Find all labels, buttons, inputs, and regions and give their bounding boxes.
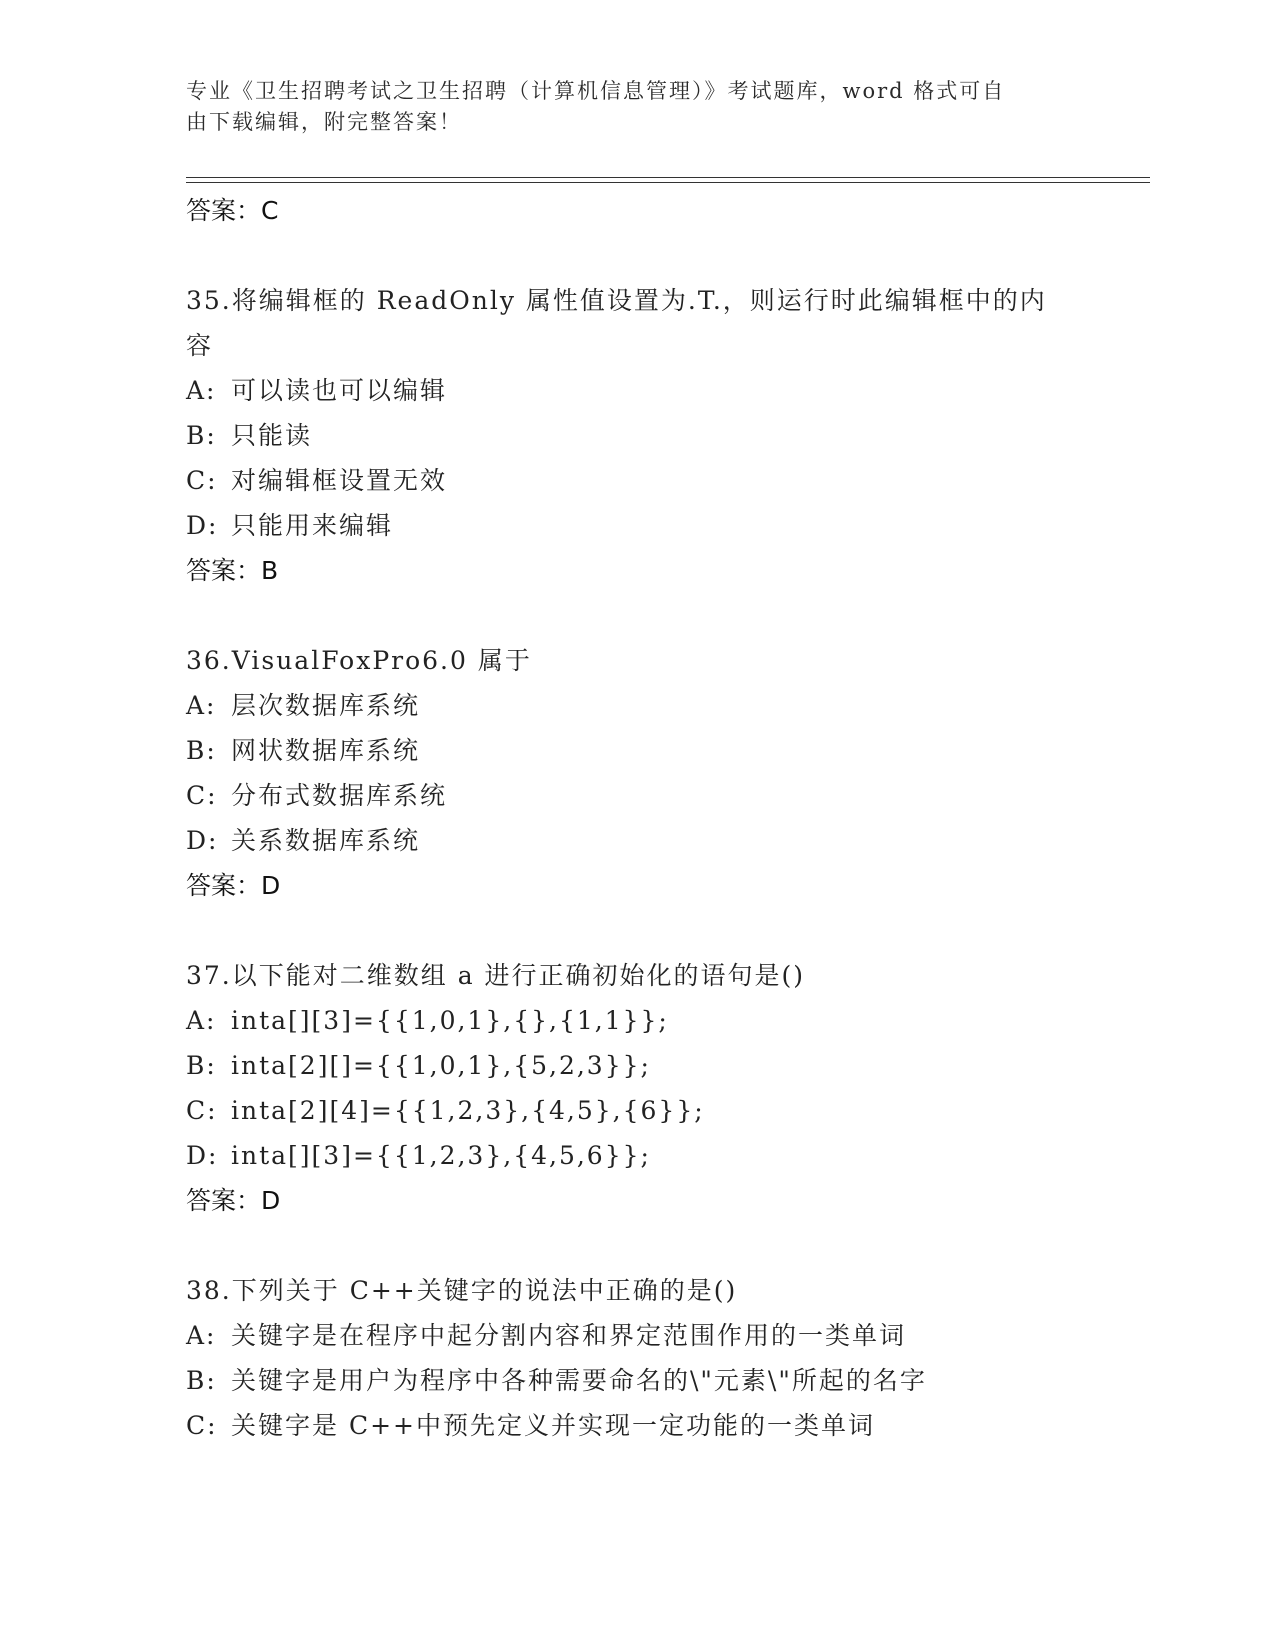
option-a <box>186 1313 1086 1358</box>
answer-label: 答案：B <box>186 556 279 585</box>
option-a <box>186 683 1086 728</box>
option-a <box>186 368 1086 413</box>
option-letter: D: <box>186 826 219 855</box>
option-text: inta[][3]={{1,2,3},{4,5,6}}; <box>231 1141 651 1170</box>
question-text <box>186 638 1086 683</box>
option-letter: A: <box>186 376 217 405</box>
question-36 <box>186 638 1086 909</box>
header-line-1: 专业《卫生招聘考试之卫生招聘（计算机信息管理）》考试题库，word 格式可自 <box>186 79 1006 103</box>
option-letter: C: <box>186 1411 218 1440</box>
option-letter: B: <box>186 1366 217 1395</box>
option-text: 关键字是 C++中预先定义并实现一定功能的一类单词 <box>231 1411 875 1440</box>
option-letter: B: <box>186 736 217 765</box>
question-text-line: 38.下列关于 C++关键字的说法中正确的是() <box>186 1276 738 1305</box>
option-text: 只能读 <box>231 421 313 450</box>
option-text: 只能用来编辑 <box>231 511 394 540</box>
option-letter: A: <box>186 691 217 720</box>
option-letter: C: <box>186 466 218 495</box>
question-text <box>186 278 1086 368</box>
option-letter: D: <box>186 511 219 540</box>
option-c <box>186 773 1086 818</box>
option-c <box>186 1088 1086 1133</box>
question-list <box>186 188 1086 1448</box>
option-letter: B: <box>186 1051 217 1080</box>
option-letter: A: <box>186 1006 217 1035</box>
option-text: 可以读也可以编辑 <box>231 376 448 405</box>
option-c <box>186 1403 1086 1448</box>
option-text: 关键字是用户为程序中各种需要命名的\"元素\"所起的名字 <box>231 1366 927 1395</box>
question-38 <box>186 1268 1086 1448</box>
question-text-line: 35.将编辑框的 ReadOnly 属性值设置为.T.，则运行时此编辑框中的内 <box>186 286 1047 315</box>
option-letter: A: <box>186 1321 217 1350</box>
option-letter: C: <box>186 781 218 810</box>
question-text-line: 36.VisualFoxPro6.0 属于 <box>186 646 532 675</box>
option-b <box>186 1043 1086 1088</box>
option-text: 关键字是在程序中起分割内容和界定范围作用的一类单词 <box>231 1321 907 1350</box>
question-35 <box>186 278 1086 594</box>
answer-label: 答案：D <box>186 871 281 900</box>
option-text: 网状数据库系统 <box>231 736 421 765</box>
option-text: 分布式数据库系统 <box>231 781 448 810</box>
option-text: 层次数据库系统 <box>231 691 421 720</box>
option-b <box>186 413 1086 458</box>
question-text <box>186 1268 1086 1313</box>
option-letter: B: <box>186 421 217 450</box>
option-letter: D: <box>186 1141 219 1170</box>
header-divider-bottom <box>186 182 1150 183</box>
option-text: 对编辑框设置无效 <box>231 466 448 495</box>
question-text-line: 容 <box>186 331 214 360</box>
answer-label: 答案：C <box>186 196 279 225</box>
document-header <box>186 76 1086 138</box>
question-text-line: 37.以下能对二维数组 a 进行正确初始化的语句是() <box>186 961 806 990</box>
option-letter: C: <box>186 1096 218 1125</box>
option-d <box>186 503 1086 548</box>
question-37 <box>186 953 1086 1224</box>
option-c <box>186 458 1086 503</box>
header-line-2: 由下载编辑，附完整答案！ <box>186 110 462 134</box>
option-a <box>186 998 1086 1043</box>
option-b <box>186 728 1086 773</box>
option-text: inta[][3]={{1,0,1},{},{1,1}}; <box>231 1006 669 1035</box>
option-d <box>186 818 1086 863</box>
option-text: inta[2][4]={{1,2,3},{4,5},{6}}; <box>231 1096 705 1125</box>
option-text: inta[2][]={{1,0,1},{5,2,3}}; <box>231 1051 651 1080</box>
question-text <box>186 953 1086 998</box>
header-divider-top <box>186 177 1150 178</box>
option-d <box>186 1133 1086 1178</box>
option-b <box>186 1358 1086 1403</box>
answer-label: 答案：D <box>186 1186 281 1215</box>
option-text: 关系数据库系统 <box>231 826 421 855</box>
